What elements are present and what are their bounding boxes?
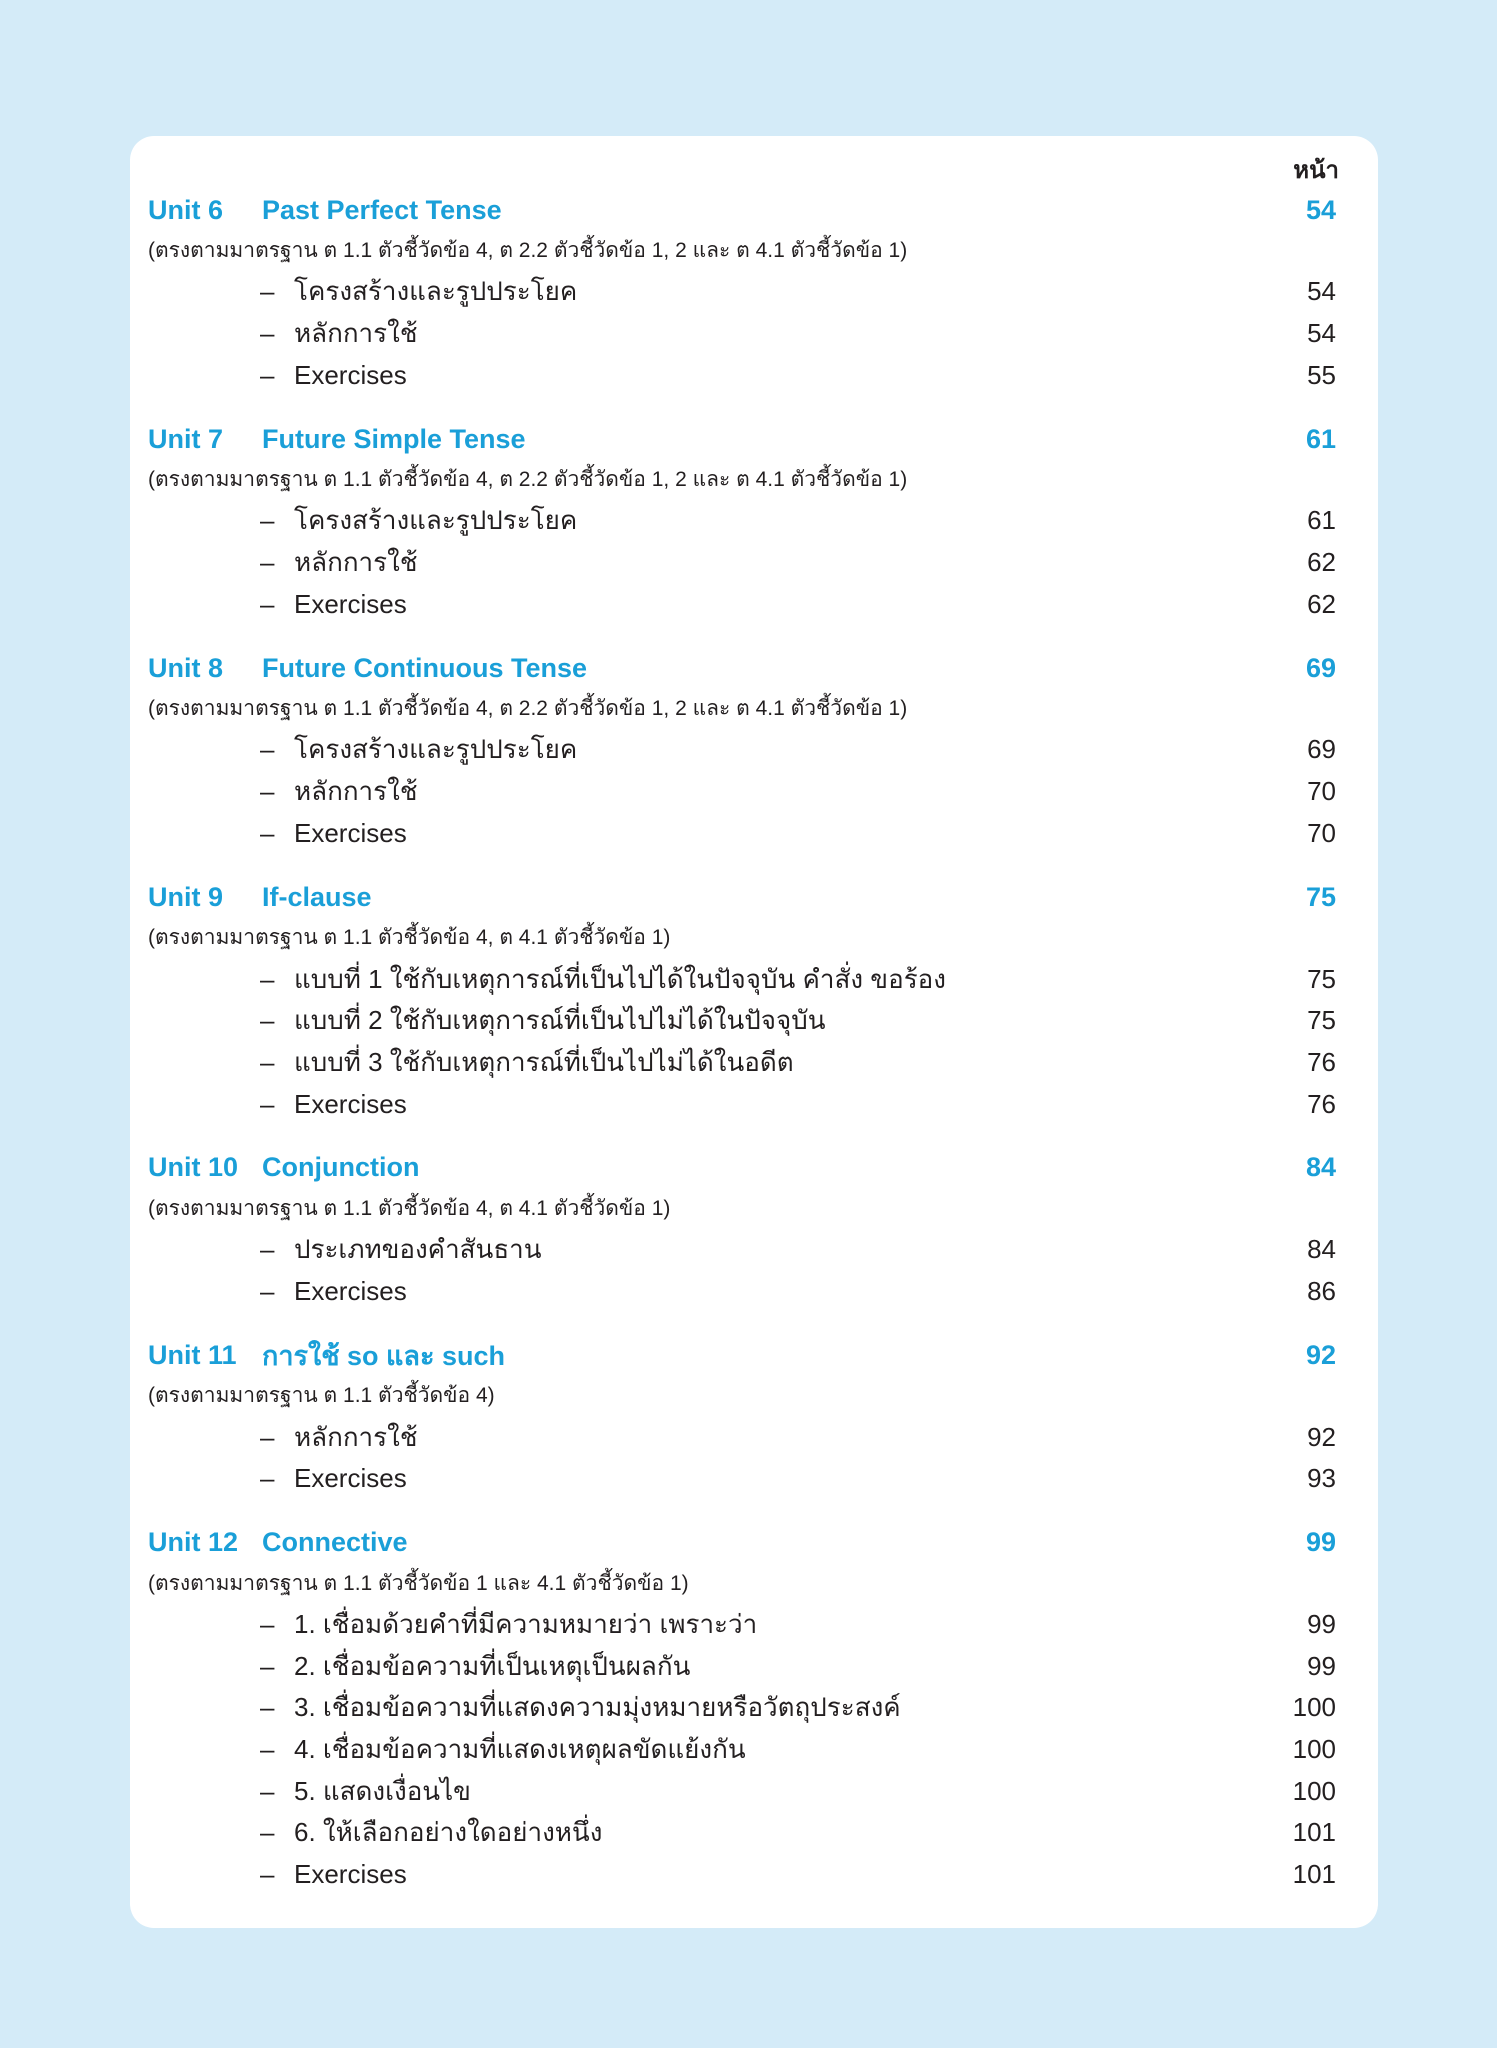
- unit-standard-note: (ตรงตามมาตรฐาน ต 1.1 ตัวชี้วัดข้อ 4, ต 2.2 ตัวชี้วัดข้อ 1, 2 และ ต 4.1 ตัวชี้วัดข้อ 1): [148, 468, 908, 492]
- toc-unit: [148, 876, 1336, 1125]
- toc-entry[interactable]: [148, 1729, 1336, 1771]
- entry-dash: –: [260, 776, 275, 807]
- entry-dash: –: [260, 276, 275, 307]
- entry-page-number: 93: [1307, 1463, 1336, 1494]
- unit-standard-note: (ตรงตามมาตรฐาน ต 1.1 ตัวชี้วัดข้อ 1 และ 4.1 ตัวชี้วัดข้อ 1): [148, 1571, 689, 1595]
- entry-dash: –: [260, 505, 275, 536]
- entry-label: 4. เชื่อมข้อความที่แสดงเหตุผลขัดแย้งกัน: [294, 1734, 746, 1765]
- toc-entry[interactable]: [148, 1229, 1336, 1271]
- entry-page-number: 86: [1307, 1275, 1336, 1306]
- toc-entry[interactable]: [148, 1604, 1336, 1646]
- entry-page-number: 62: [1307, 588, 1336, 619]
- entry-dash: –: [260, 588, 275, 619]
- entry-label: 6. ให้เลือกอย่างใดอย่างหนึ่ง: [294, 1817, 603, 1848]
- entry-label: หลักการใช้: [294, 547, 418, 578]
- entry-label: โครงสร้างและรูปประโยค: [294, 734, 578, 765]
- toc-entry[interactable]: [148, 1458, 1336, 1500]
- entry-page-number: 54: [1307, 318, 1336, 349]
- toc-unit: [148, 418, 1336, 625]
- unit-standard-note: (ตรงตามมาตรฐาน ต 1.1 ตัวชี้วัดข้อ 4, ต 4.1 ตัวชี้วัดข้อ 1): [148, 1196, 671, 1220]
- toc-entry[interactable]: [148, 1042, 1336, 1084]
- unit-title: Future Continuous Tense: [262, 652, 587, 683]
- entry-dash: –: [260, 1234, 275, 1265]
- entry-page-number: 61: [1307, 505, 1336, 536]
- unit-number: Unit 10: [148, 1152, 239, 1183]
- entry-page-number: 84: [1307, 1234, 1336, 1265]
- toc-list: [148, 189, 1336, 1896]
- toc-entry[interactable]: [148, 1416, 1336, 1458]
- toc-entry[interactable]: [148, 1645, 1336, 1687]
- entry-label: แบบที่ 2 ใช้กับเหตุการณ์ที่เป็นไปไม่ได้ในปัจจุบัน: [294, 1005, 826, 1036]
- toc-unit: [148, 1522, 1336, 1896]
- entry-page-number: 76: [1307, 1046, 1336, 1077]
- entry-dash: –: [260, 547, 275, 578]
- toc-entry[interactable]: [148, 1000, 1336, 1042]
- toc-entry[interactable]: [148, 500, 1336, 542]
- entry-page-number: 99: [1307, 1609, 1336, 1640]
- unit-page-number: 69: [1305, 652, 1336, 683]
- entry-page-number: 92: [1307, 1421, 1336, 1452]
- unit-item-list: [148, 1604, 1336, 1896]
- entry-label: แบบที่ 3 ใช้กับเหตุการณ์ที่เป็นไปไม่ได้ในอดีต: [294, 1046, 794, 1077]
- unit-standard-note: (ตรงตามมาตรฐาน ต 1.1 ตัวชี้วัดข้อ 4): [148, 1384, 495, 1408]
- entry-label: Exercises: [294, 1463, 407, 1494]
- unit-page-number: 99: [1305, 1527, 1336, 1558]
- entry-dash: –: [260, 318, 275, 349]
- entry-page-number: 100: [1292, 1734, 1336, 1765]
- entry-dash: –: [260, 359, 275, 390]
- entry-dash: –: [260, 1275, 275, 1306]
- toc-unit: [148, 647, 1336, 854]
- entry-dash: –: [260, 1421, 275, 1452]
- toc-entry[interactable]: [148, 583, 1336, 625]
- entry-label: Exercises: [294, 1275, 407, 1306]
- entry-dash: –: [260, 963, 275, 994]
- entry-label: 2. เชื่อมข้อความที่เป็นเหตุเป็นผลกัน: [294, 1650, 691, 1681]
- toc-entry[interactable]: [148, 1854, 1336, 1896]
- unit-item-list: [148, 729, 1336, 854]
- unit-title: Future Simple Tense: [262, 423, 526, 454]
- toc-entry[interactable]: [148, 271, 1336, 313]
- entry-dash: –: [260, 1005, 275, 1036]
- unit-number: Unit 6: [148, 194, 224, 225]
- unit-number: Unit 7: [148, 423, 224, 454]
- unit-heading[interactable]: [148, 418, 1336, 460]
- toc-entry[interactable]: [148, 313, 1336, 355]
- entry-label: 1. เชื่อมด้วยคำที่มีความหมายว่า เพราะว่า: [294, 1609, 758, 1640]
- entry-label: หลักการใช้: [294, 776, 418, 807]
- toc-entry[interactable]: [148, 958, 1336, 1000]
- entry-dash: –: [260, 1692, 275, 1723]
- toc-entry[interactable]: [148, 1687, 1336, 1729]
- unit-heading[interactable]: [148, 647, 1336, 689]
- entry-dash: –: [260, 734, 275, 765]
- unit-title: การใช้ so และ such: [262, 1340, 505, 1371]
- entry-label: โครงสร้างและรูปประโยค: [294, 505, 578, 536]
- entry-page-number: 70: [1307, 776, 1336, 807]
- unit-title: Past Perfect Tense: [262, 194, 502, 225]
- entry-dash: –: [260, 1088, 275, 1119]
- unit-standard-note: (ตรงตามมาตรฐาน ต 1.1 ตัวชี้วัดข้อ 4, ต 4.1 ตัวชี้วัดข้อ 1): [148, 926, 671, 950]
- unit-standard-note: (ตรงตามมาตรฐาน ต 1.1 ตัวชี้วัดข้อ 4, ต 2.2 ตัวชี้วัดข้อ 1, 2 และ ต 4.1 ตัวชี้วัดข้อ 1): [148, 239, 908, 262]
- toc-unit: [148, 1147, 1336, 1312]
- table-of-contents-card: [130, 136, 1378, 1928]
- entry-dash: –: [260, 1859, 275, 1890]
- toc-entry[interactable]: [148, 542, 1336, 584]
- toc-unit: [148, 1334, 1336, 1499]
- unit-item-list: [148, 1229, 1336, 1312]
- toc-entry[interactable]: [148, 1770, 1336, 1812]
- entry-label: หลักการใช้: [294, 1421, 418, 1452]
- entry-label: Exercises: [294, 1088, 407, 1119]
- unit-number: Unit 11: [148, 1339, 237, 1370]
- entry-page-number: 55: [1307, 359, 1336, 390]
- unit-item-list: [148, 271, 1336, 396]
- unit-item-list: [148, 1416, 1336, 1499]
- toc-entry[interactable]: [148, 813, 1336, 855]
- entry-page-number: 76: [1307, 1088, 1336, 1119]
- entry-page-number: 69: [1307, 734, 1336, 765]
- entry-page-number: 101: [1292, 1859, 1336, 1890]
- entry-dash: –: [260, 1650, 275, 1681]
- unit-item-list: [148, 958, 1336, 1125]
- entry-dash: –: [260, 817, 275, 848]
- unit-page-number: 84: [1305, 1152, 1336, 1183]
- toc-entry[interactable]: [148, 1083, 1336, 1125]
- entry-dash: –: [260, 1775, 275, 1806]
- toc-unit: [148, 189, 1336, 396]
- entry-label: Exercises: [294, 1859, 407, 1890]
- entry-label: 5. แสดงเงื่อนไข: [294, 1775, 471, 1806]
- entry-label: โครงสร้างและรูปประโยค: [294, 276, 578, 307]
- unit-title: Connective: [262, 1527, 408, 1558]
- unit-heading[interactable]: [148, 1334, 1336, 1376]
- entry-label: 3. เชื่อมข้อความที่แสดงความมุ่งหมายหรือวัตถุประสงค์: [294, 1692, 901, 1723]
- unit-page-number: 75: [1305, 881, 1336, 912]
- unit-heading[interactable]: [148, 876, 1336, 918]
- entry-dash: –: [260, 1046, 275, 1077]
- unit-number: Unit 8: [148, 652, 224, 683]
- entry-label: Exercises: [294, 817, 407, 848]
- entry-dash: –: [260, 1817, 275, 1848]
- entry-dash: –: [260, 1734, 275, 1765]
- entry-label: แบบที่ 1 ใช้กับเหตุการณ์ที่เป็นไปได้ในปัจจุบัน คำสั่ง ขอร้อง: [294, 963, 946, 994]
- entry-label: ประเภทของคำสันธาน: [294, 1234, 542, 1265]
- entry-page-number: 101: [1292, 1817, 1336, 1848]
- toc-entry[interactable]: [148, 1271, 1336, 1313]
- toc-entry[interactable]: [148, 1812, 1336, 1854]
- unit-page-number: 54: [1305, 194, 1336, 225]
- unit-standard-note: (ตรงตามมาตรฐาน ต 1.1 ตัวชี้วัดข้อ 4, ต 2.2 ตัวชี้วัดข้อ 1, 2 และ ต 4.1 ตัวชี้วัดข้อ 1): [148, 697, 908, 721]
- entry-dash: –: [260, 1609, 275, 1640]
- entry-page-number: 75: [1307, 963, 1336, 994]
- unit-heading[interactable]: [148, 189, 1336, 231]
- unit-title: If-clause: [262, 881, 372, 912]
- entry-label: Exercises: [294, 359, 407, 390]
- entry-dash: –: [260, 1463, 275, 1494]
- entry-page-number: 99: [1307, 1650, 1336, 1681]
- unit-number: Unit 9: [148, 881, 224, 912]
- entry-label: Exercises: [294, 588, 407, 619]
- unit-title: Conjunction: [262, 1152, 420, 1183]
- page-column-heading: หน้า: [1293, 157, 1339, 184]
- toc-entry[interactable]: [148, 729, 1336, 771]
- unit-number: Unit 12: [148, 1527, 239, 1558]
- unit-page-number: 61: [1305, 423, 1336, 454]
- entry-page-number: 54: [1307, 276, 1336, 307]
- unit-item-list: [148, 500, 1336, 625]
- unit-heading[interactable]: [148, 1147, 1336, 1189]
- entry-label: หลักการใช้: [294, 318, 418, 349]
- toc-entry[interactable]: [148, 354, 1336, 396]
- entry-page-number: 75: [1307, 1005, 1336, 1036]
- entry-page-number: 62: [1307, 547, 1336, 578]
- entry-page-number: 100: [1292, 1692, 1336, 1723]
- unit-heading[interactable]: [148, 1522, 1336, 1564]
- toc-entry[interactable]: [148, 771, 1336, 813]
- entry-page-number: 70: [1307, 817, 1336, 848]
- entry-page-number: 100: [1292, 1775, 1336, 1806]
- unit-page-number: 92: [1305, 1339, 1336, 1370]
